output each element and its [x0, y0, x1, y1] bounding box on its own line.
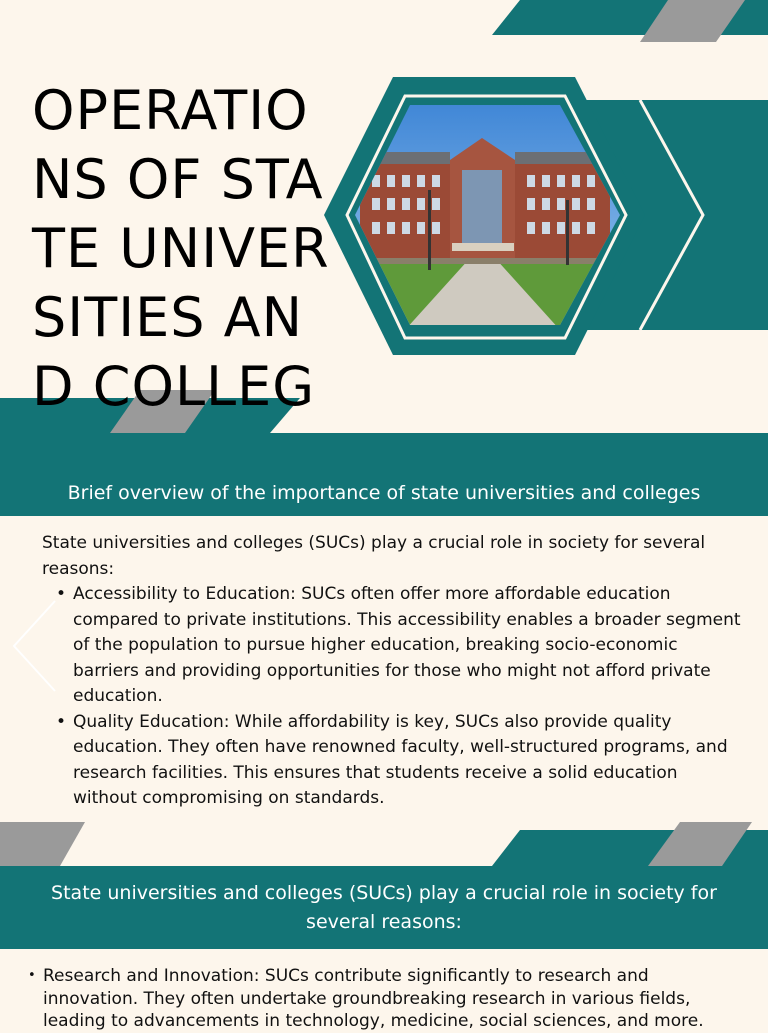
list-item — [42, 710, 742, 812]
slide-title: OPERATIONS OF STATE UNIVERSITIES AND COLLEG — [32, 79, 330, 418]
list-item — [28, 965, 728, 1033]
bullet-glyph: • — [56, 584, 67, 604]
section1-intro: State universities and colleges (SUCs) play a crucial role in society for several reasons: — [42, 533, 706, 579]
section2-banner — [0, 866, 768, 949]
section2-bullet-list — [28, 965, 728, 1033]
bullet-glyph: • — [28, 968, 36, 983]
list-item-text: Accessibility to Education: SUCs often offer more affordable education compared to private institutions. This accessibility enables a broader segment of the population to pursue higher education, breaking socio-economic barriers and providing opportunities for those who might not afford private education. — [73, 584, 741, 706]
section1-bullet-list — [42, 582, 742, 812]
list-item — [42, 582, 742, 710]
section1-heading: Brief overview of the importance of state universities and colleges — [67, 482, 701, 504]
list-item-text: Research and Innovation: SUCs contribute significantly to research and innovation. They often undertake groundbreaking research in various fields, leading to advancements in technology, medicine, social sciences, and more. — [43, 966, 704, 1031]
bullet-glyph: • — [56, 711, 67, 732]
list-item-text: Quality Education: While affordability is key, SUCs also provide quality education. They often have renowned faculty, well-structured programs, and research facilities. This ensures that students receive a solid education without compromising on standards. — [73, 711, 728, 808]
section1-body — [42, 531, 742, 812]
section2-body — [28, 965, 728, 1033]
section2-heading: State universities and colleges (SUCs) play a crucial role in society for several reasons: — [51, 881, 717, 933]
section1-banner — [0, 433, 768, 516]
title-slide — [0, 0, 768, 433]
